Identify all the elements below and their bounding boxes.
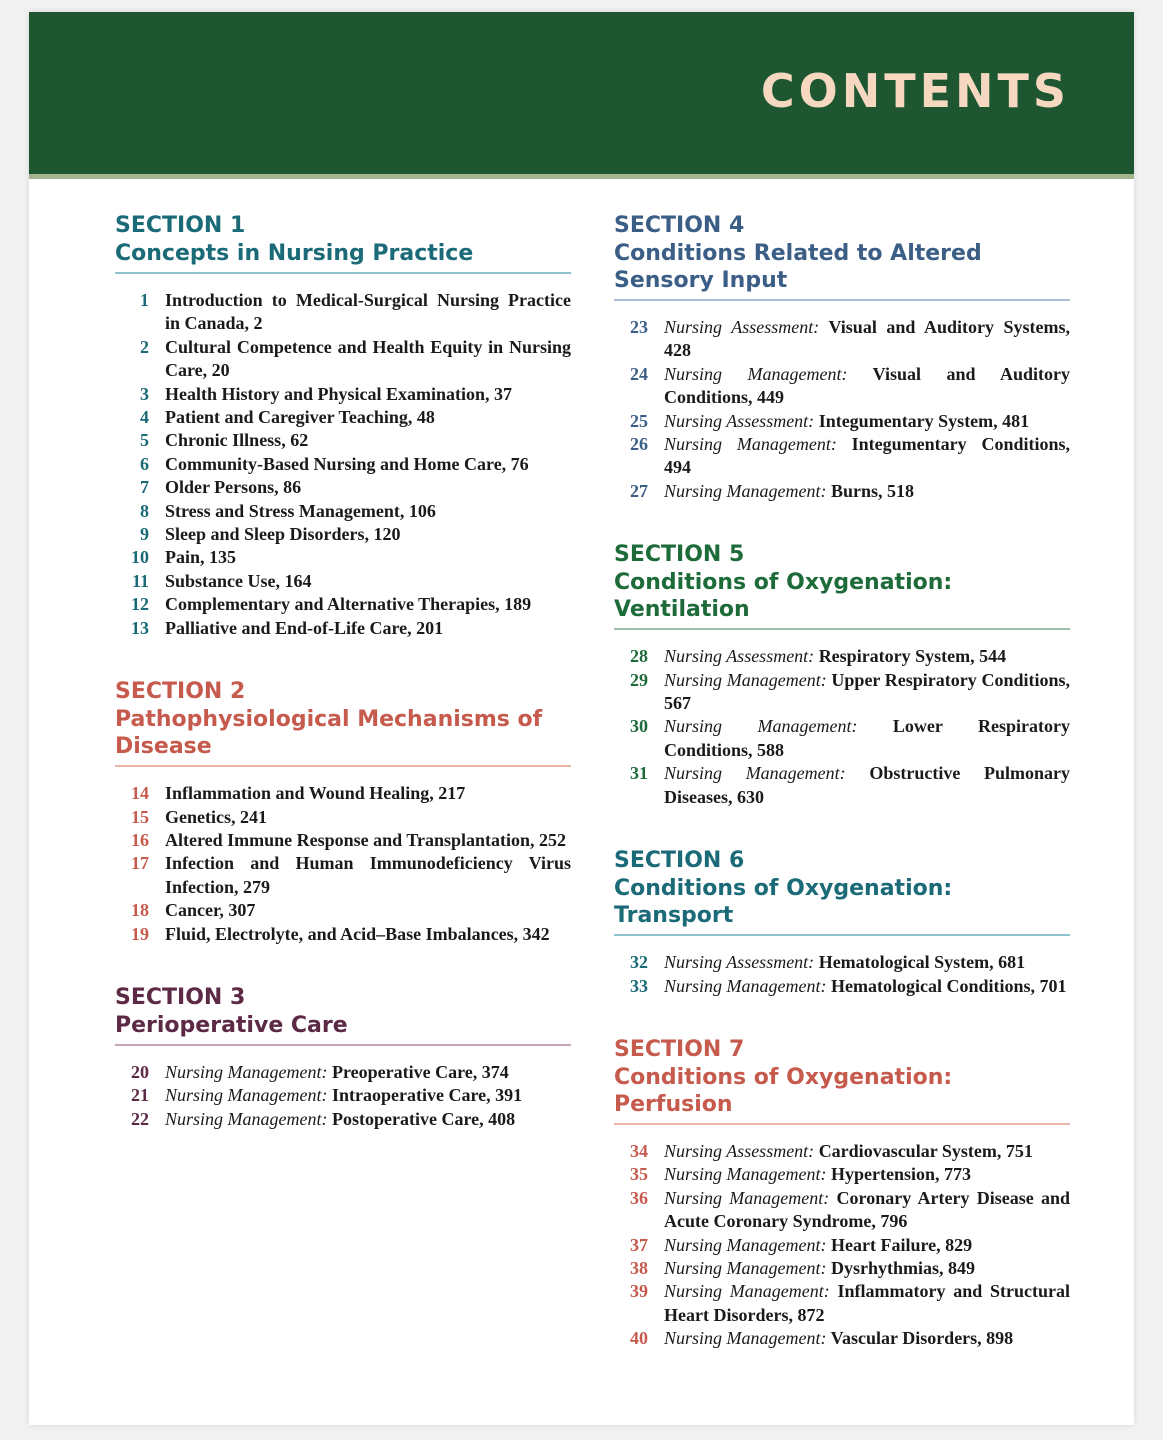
chapter-text: Integumentary Conditions, 494: [664, 434, 1070, 478]
chapter-title: [165, 406, 571, 429]
chapter-entry[interactable]: [614, 1163, 1070, 1186]
chapter-entry[interactable]: [115, 383, 571, 406]
chapter-prefix: Nursing Management:: [664, 1328, 827, 1349]
chapter-entry[interactable]: [115, 782, 571, 805]
chapter-entry[interactable]: [115, 336, 571, 383]
page-title: CONTENTS: [760, 64, 1070, 118]
chapter-number: 25: [630, 410, 648, 431]
chapter-prefix: Nursing Management:: [165, 1061, 328, 1082]
chapter-text: Integumentary System, 481: [818, 410, 1030, 431]
chapter-entry[interactable]: [115, 1084, 571, 1107]
chapter-entry[interactable]: [614, 1280, 1070, 1327]
section-divider: [614, 628, 1070, 630]
chapter-text: Chronic Illness, 62: [165, 430, 309, 451]
chapter-prefix: Nursing Management:: [664, 434, 837, 455]
chapter-title: [664, 433, 1070, 480]
chapter-text: Heart Failure, 829: [830, 1234, 973, 1255]
section-title: Conditions of Oxygenation: Ventilation: [614, 570, 953, 623]
chapter-entry[interactable]: [614, 316, 1070, 363]
chapter-text: Infection and Human Immunodeficiency Virus Infection, 279: [165, 853, 571, 897]
chapter-prefix: Nursing Management:: [664, 363, 848, 384]
chapter-number: 10: [131, 547, 149, 568]
chapter-title: [165, 899, 571, 922]
section-title: Conditions of Oxygenation: Perfusion: [614, 1064, 953, 1117]
chapter-title: [664, 363, 1070, 410]
right-column: [614, 212, 1070, 1389]
section-5: [614, 541, 1070, 809]
chapter-entry[interactable]: [115, 1108, 571, 1131]
chapter-text: Lower Respiratory Conditions, 588: [664, 716, 1071, 760]
section-4: [614, 212, 1070, 503]
chapter-number: 20: [131, 1061, 149, 1082]
chapter-title: [664, 1163, 1070, 1186]
section-title: Conditions Related to Altered Sensory Input: [614, 241, 982, 293]
chapter-number: 9: [140, 524, 149, 545]
chapter-text: Substance Use, 164: [165, 570, 312, 591]
chapter-number: 38: [630, 1257, 648, 1278]
chapter-text: Burns, 518: [830, 480, 915, 501]
chapter-number: 5: [140, 430, 149, 451]
chapter-number: 28: [630, 646, 648, 667]
chapter-number: 32: [630, 952, 648, 973]
chapter-text: Coronary Artery Disease and Acute Coronary Syndrome, 796: [664, 1187, 1071, 1232]
banner-rule: [29, 174, 1134, 179]
section-6: [614, 847, 1070, 998]
section-label: SECTION 6: [614, 848, 745, 874]
section-divider: [614, 1123, 1070, 1125]
chapter-text: Dysrhythmias, 849: [830, 1257, 975, 1278]
chapter-text: Cardiovascular System, 751: [818, 1140, 1033, 1161]
chapter-number: 4: [140, 407, 149, 428]
chapter-number: 12: [131, 594, 149, 615]
chapter-entry[interactable]: [614, 1187, 1070, 1234]
chapter-number: 23: [630, 317, 648, 337]
chapter-prefix: Nursing Assessment:: [664, 410, 815, 431]
chapter-entry[interactable]: [614, 433, 1070, 480]
chapter-entry[interactable]: [115, 289, 571, 336]
chapter-text: Visual and Auditory Conditions, 449: [664, 363, 1070, 408]
chapter-number: 16: [131, 829, 149, 850]
chapter-text: Hematological System, 681: [818, 952, 1026, 973]
chapter-entry[interactable]: [115, 570, 571, 593]
chapter-entry[interactable]: [614, 1257, 1070, 1280]
chapter-text: Genetics, 241: [165, 806, 267, 827]
chapter-entry[interactable]: [115, 476, 571, 499]
chapter-title: [664, 645, 1070, 668]
chapter-prefix: Nursing Management:: [664, 1257, 827, 1278]
chapter-title: [664, 316, 1070, 363]
chapter-number: 14: [131, 783, 149, 804]
toc-page: [29, 12, 1134, 1425]
chapter-number: 34: [630, 1140, 648, 1161]
chapter-prefix: Nursing Management:: [664, 1164, 827, 1185]
chapter-entry[interactable]: [115, 406, 571, 429]
section-label: SECTION 1: [115, 213, 246, 238]
chapter-prefix: Nursing Assessment:: [664, 952, 815, 973]
chapter-entry[interactable]: [614, 762, 1070, 809]
chapter-text: Respiratory System, 544: [818, 646, 1007, 667]
chapter-entry[interactable]: [115, 546, 571, 569]
chapter-title: [165, 806, 571, 829]
chapter-prefix: Nursing Management:: [664, 1234, 827, 1255]
chapter-title: [664, 1257, 1070, 1280]
chapter-entry[interactable]: [115, 829, 571, 852]
chapter-number: 26: [630, 434, 648, 455]
chapter-prefix: Nursing Management:: [165, 1085, 328, 1106]
chapter-title: [165, 500, 571, 523]
chapter-number: 17: [131, 853, 149, 874]
chapter-title: [165, 1084, 571, 1107]
chapter-entry[interactable]: [115, 523, 571, 546]
chapter-title: [165, 617, 571, 640]
chapter-text: Upper Respiratory Conditions, 567: [664, 669, 1071, 714]
chapter-text: Cultural Competence and Health Equity in Nursing Care, 20: [165, 336, 571, 381]
chapter-entry[interactable]: [614, 669, 1070, 716]
chapter-entry[interactable]: [115, 593, 571, 616]
chapter-text: Hematological Conditions, 701: [830, 975, 1067, 996]
chapter-number: 8: [140, 500, 149, 521]
chapter-title: [165, 546, 571, 569]
chapter-number: 6: [140, 453, 149, 474]
chapter-text: Hypertension, 773: [830, 1164, 971, 1185]
left-column: [115, 212, 571, 1169]
chapter-title: [664, 480, 1070, 503]
chapter-text: Pain, 135: [165, 547, 237, 568]
chapter-prefix: Nursing Management:: [664, 480, 827, 501]
section-label: SECTION 4: [614, 213, 745, 238]
chapter-entry[interactable]: [614, 410, 1070, 433]
chapter-entry[interactable]: [115, 429, 571, 452]
chapter-number: 24: [630, 363, 648, 384]
section-3: [115, 984, 571, 1131]
section-title: Perioperative Care: [115, 1012, 348, 1038]
chapter-title: [664, 669, 1070, 716]
chapter-title: [664, 1140, 1070, 1163]
chapter-prefix: Nursing Management:: [165, 1108, 328, 1129]
chapter-text: Palliative and End-of-Life Care, 201: [165, 617, 444, 638]
chapter-prefix: Nursing Management:: [664, 763, 846, 784]
chapter-text: Fluid, Electrolyte, and Acid–Base Imbalances, 342: [165, 923, 550, 944]
chapter-entry[interactable]: [115, 1061, 571, 1084]
chapter-number: 7: [140, 477, 149, 498]
chapter-text: Cancer, 307: [165, 900, 256, 921]
chapter-number: 39: [630, 1281, 648, 1302]
chapter-text: Older Persons, 86: [165, 477, 302, 498]
section-title: Pathophysiological Mechanisms of Disease: [115, 707, 543, 760]
chapter-title: [165, 336, 571, 383]
chapter-title: [664, 1327, 1070, 1350]
section-2: [115, 678, 571, 946]
chapter-title: [165, 523, 571, 546]
chapter-title: [664, 1280, 1070, 1327]
section-title: Concepts in Nursing Practice: [115, 241, 474, 266]
section-label: SECTION 2: [115, 679, 246, 705]
chapter-number: 33: [630, 975, 648, 996]
chapter-title: [165, 476, 571, 499]
chapter-title: [165, 829, 571, 852]
chapter-title: [664, 1187, 1070, 1234]
chapter-number: 15: [131, 806, 149, 827]
chapter-text: Altered Immune Response and Transplantation, 252: [165, 829, 567, 850]
chapter-text: Intraoperative Care, 391: [331, 1085, 523, 1106]
chapter-text: Stress and Stress Management, 106: [165, 500, 436, 521]
chapter-text: Introduction to Medical-Surgical Nursing Practice in Canada, 2: [165, 290, 571, 334]
chapter-number: 18: [131, 900, 149, 921]
chapter-title: [165, 453, 571, 476]
section-label: SECTION 7: [614, 1036, 745, 1062]
chapter-title: [165, 383, 571, 406]
chapter-entry[interactable]: [614, 1327, 1070, 1350]
chapter-title: [165, 782, 571, 805]
chapter-entry[interactable]: [115, 500, 571, 523]
chapter-number: 37: [630, 1234, 648, 1255]
chapter-title: [165, 852, 571, 899]
section-divider: [614, 299, 1070, 301]
chapter-entry[interactable]: [115, 852, 571, 899]
section-divider: [115, 272, 571, 274]
chapter-number: 19: [131, 923, 149, 944]
chapter-text: Obstructive Pulmonary Diseases, 630: [664, 763, 1070, 807]
chapter-title: [165, 570, 571, 593]
chapter-title: [664, 1234, 1070, 1257]
chapter-number: 35: [630, 1164, 648, 1185]
chapter-entry[interactable]: [614, 363, 1070, 410]
chapter-text: Inflammation and Wound Healing, 217: [165, 783, 466, 804]
chapter-number: 2: [140, 336, 149, 357]
chapter-prefix: Nursing Management:: [664, 975, 827, 996]
chapter-prefix: Nursing Assessment:: [664, 1140, 815, 1161]
chapter-text: Postoperative Care, 408: [331, 1108, 516, 1129]
chapter-title: [165, 1061, 571, 1084]
chapter-title: [664, 762, 1070, 809]
chapter-number: 22: [131, 1108, 149, 1129]
chapter-entry[interactable]: [614, 1140, 1070, 1163]
chapter-entry[interactable]: [614, 715, 1070, 762]
chapter-entry[interactable]: [614, 480, 1070, 503]
section-label: SECTION 5: [614, 542, 745, 568]
chapter-title: [165, 429, 571, 452]
section-divider: [115, 1044, 571, 1046]
chapter-entry[interactable]: [115, 899, 571, 922]
chapter-entry[interactable]: [115, 806, 571, 829]
chapter-number: 31: [630, 763, 648, 784]
chapter-title: [664, 951, 1070, 974]
chapter-text: Patient and Caregiver Teaching, 48: [165, 407, 435, 428]
chapter-entry[interactable]: [614, 645, 1070, 668]
section-divider: [115, 765, 571, 767]
section-label: SECTION 3: [115, 984, 246, 1010]
chapter-prefix: Nursing Management:: [664, 1281, 830, 1302]
chapter-number: 1: [140, 290, 149, 310]
header-banner: [29, 12, 1134, 174]
chapter-title: [664, 715, 1070, 762]
chapter-text: Visual and Auditory Systems, 428: [664, 317, 1070, 361]
chapter-prefix: Nursing Management:: [664, 1187, 830, 1208]
chapter-entry[interactable]: [614, 951, 1070, 974]
chapter-title: [664, 975, 1070, 998]
chapter-number: 13: [131, 617, 149, 638]
chapter-number: 36: [630, 1187, 648, 1208]
chapter-number: 11: [131, 570, 149, 591]
chapter-entry[interactable]: [614, 1234, 1070, 1257]
chapter-number: 29: [630, 669, 648, 690]
chapter-number: 30: [630, 716, 648, 737]
chapter-text: Inflammatory and Structural Heart Disorders, 872: [664, 1281, 1071, 1325]
chapter-number: 27: [630, 480, 648, 501]
chapter-text: Sleep and Sleep Disorders, 120: [165, 524, 401, 545]
chapter-text: Community-Based Nursing and Home Care, 76: [165, 453, 529, 474]
chapter-entry[interactable]: [115, 453, 571, 476]
chapter-prefix: Nursing Assessment:: [664, 317, 820, 337]
chapter-title: [165, 1108, 571, 1131]
chapter-text: Health History and Physical Examination, 37: [165, 383, 513, 404]
chapter-entry[interactable]: [614, 975, 1070, 998]
chapter-number: 40: [630, 1328, 648, 1349]
chapter-entry[interactable]: [115, 617, 571, 640]
chapter-number: 21: [131, 1085, 149, 1106]
chapter-title: [165, 289, 571, 336]
chapter-text: Preoperative Care, 374: [331, 1061, 509, 1082]
chapter-text: Vascular Disorders, 898: [830, 1328, 1014, 1349]
chapter-entry[interactable]: [115, 923, 571, 946]
section-title: Conditions of Oxygenation: Transport: [614, 876, 953, 929]
chapter-prefix: Nursing Management:: [664, 716, 858, 737]
chapter-prefix: Nursing Management:: [664, 669, 827, 690]
chapter-number: 3: [140, 383, 149, 404]
chapter-prefix: Nursing Assessment:: [664, 646, 815, 667]
section-divider: [614, 934, 1070, 936]
chapter-title: [165, 593, 571, 616]
chapter-title: [165, 923, 571, 946]
chapter-text: Complementary and Alternative Therapies, 189: [165, 594, 532, 615]
section-7: [614, 1036, 1070, 1351]
chapter-title: [664, 410, 1070, 433]
section-1: [115, 212, 571, 640]
